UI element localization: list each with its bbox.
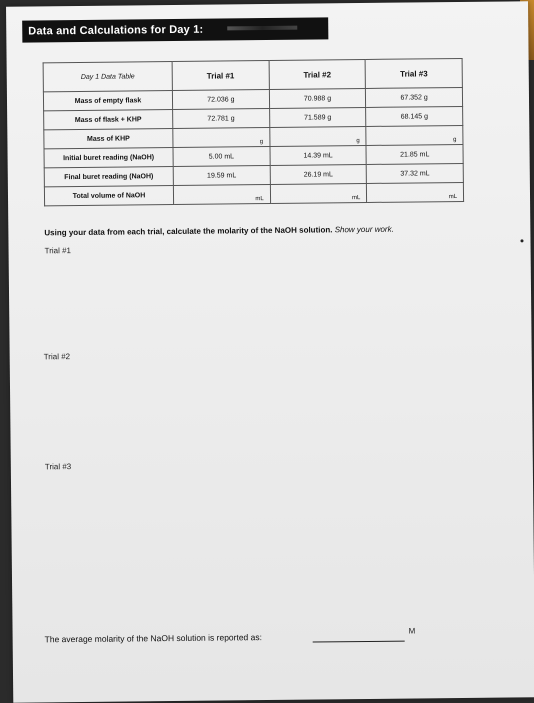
unit-label: mL [448, 194, 458, 201]
col-trial-3: Trial #3 [365, 58, 462, 88]
row-label: Total volume of NaOH [44, 185, 173, 205]
average-statement: The average molarity of the NaOH solution is reported as: [44, 632, 263, 645]
section-header [22, 17, 328, 42]
table-cell[interactable] [367, 182, 464, 202]
unit-label: mL [255, 196, 264, 203]
table-cell[interactable]: 67.352 g [366, 87, 463, 107]
table-cell[interactable]: 72.036 g [172, 89, 269, 109]
row-label: Initial buret reading (NaOH) [44, 147, 173, 167]
table-cell[interactable] [366, 125, 463, 145]
table-row [44, 182, 463, 205]
table-cell[interactable] [270, 183, 367, 203]
table-cell[interactable]: 68.145 g [366, 106, 463, 126]
table-cell[interactable]: 5.00 mL [173, 146, 270, 166]
day1-data-table [43, 58, 464, 206]
table-cell[interactable]: 21.85 mL [366, 144, 463, 164]
col-trial-1: Trial #1 [172, 60, 269, 90]
ink-dot [520, 239, 523, 242]
worksheet-page [6, 1, 534, 702]
table-cell[interactable] [173, 127, 270, 147]
table-cell[interactable]: 71.589 g [269, 107, 366, 127]
table-cell[interactable]: 70.988 g [269, 88, 366, 108]
row-label: Mass of KHP [44, 128, 173, 148]
col-trial-2: Trial #2 [269, 59, 366, 89]
unit-label: mL [351, 195, 361, 202]
table-caption: Day 1 Data Table [43, 61, 172, 91]
table-cell[interactable]: 19.59 mL [173, 165, 270, 185]
row-label: Mass of empty flask [43, 90, 172, 110]
average-answer-blank[interactable] [313, 641, 405, 643]
prompt-text: Using your data from each trial, calculate the molarity of the NaOH solution. [44, 225, 333, 238]
section-title: Data and Calculations for Day 1: [28, 23, 204, 38]
table-cell[interactable]: 37.32 mL [366, 163, 463, 183]
unit-label: g [453, 137, 457, 144]
instructions-prompt [44, 225, 394, 238]
row-label: Mass of flask + KHP [44, 109, 173, 129]
show-work-note: Show your work. [334, 224, 394, 235]
row-label: Final buret reading (NaOH) [44, 166, 173, 186]
marker-smudge [227, 26, 297, 31]
table-cell[interactable]: 72.781 g [173, 108, 270, 128]
table-cell[interactable] [173, 184, 270, 204]
unit-label: g [356, 138, 360, 145]
trial-2-label: Trial #2 [43, 352, 71, 362]
table-cell[interactable]: 26.19 mL [270, 164, 367, 184]
trial-1-label: Trial #1 [44, 246, 72, 256]
average-unit: M [408, 626, 416, 636]
table-cell[interactable] [269, 126, 366, 146]
unit-label: g [259, 139, 264, 146]
table-header-row [43, 58, 462, 91]
table-cell[interactable]: 14.39 mL [270, 145, 367, 165]
trial-3-label: Trial #3 [44, 462, 72, 472]
